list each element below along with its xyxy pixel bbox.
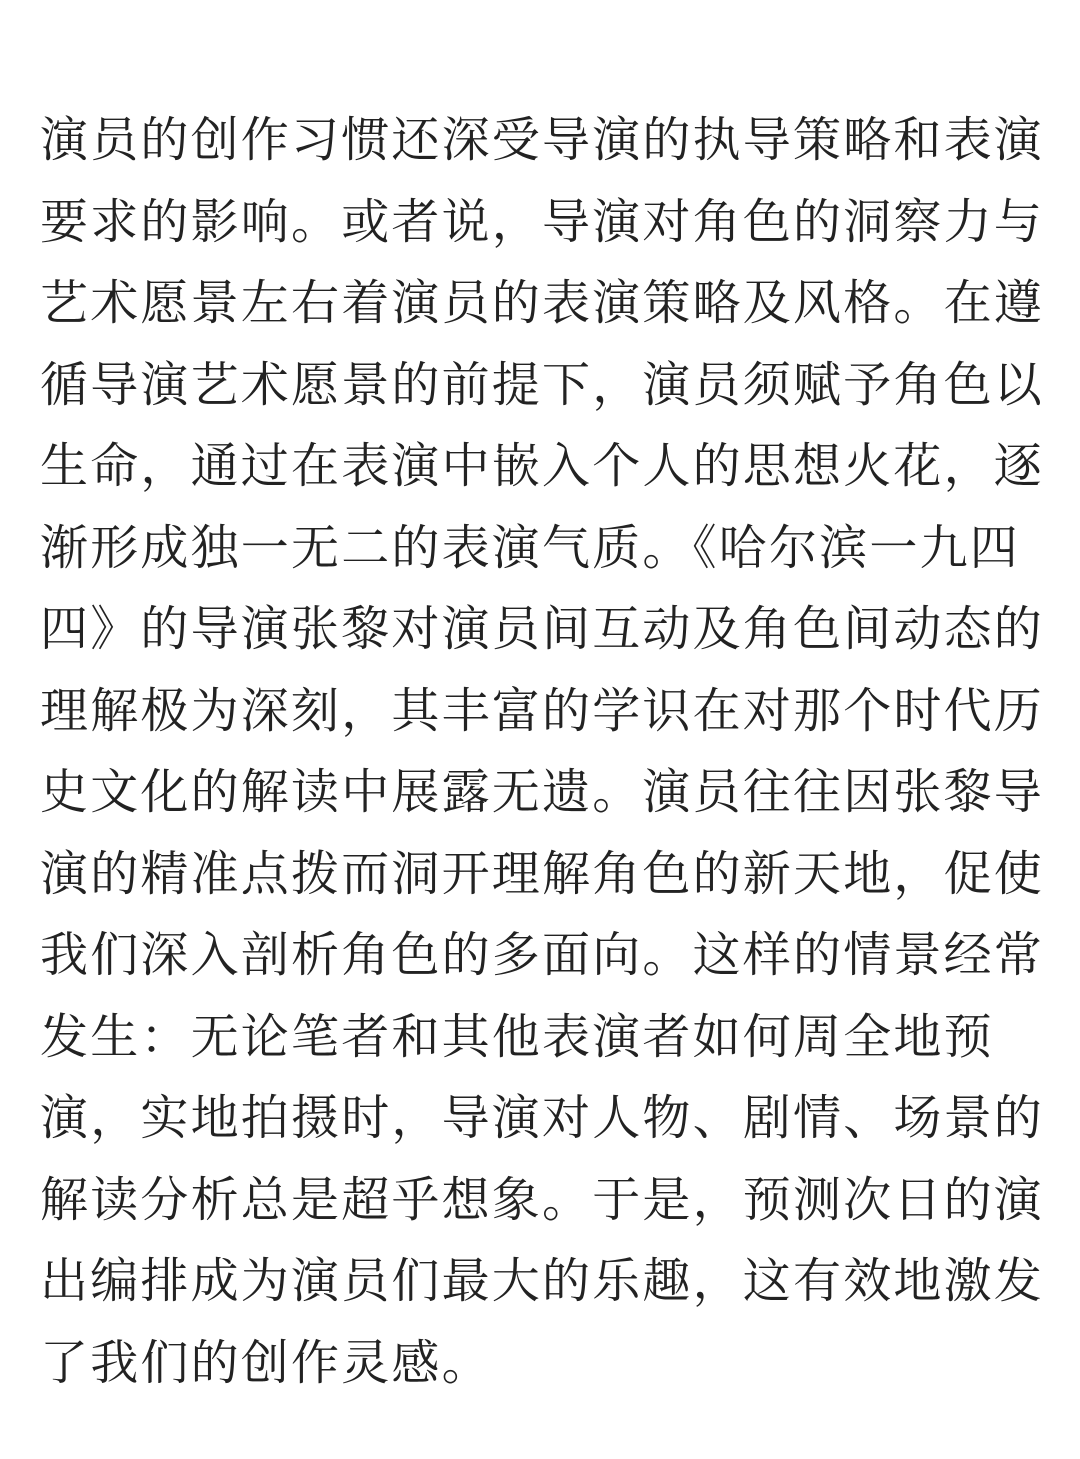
text-line-5: 生命，通过在表演中嵌入个人的思想火花，逐 xyxy=(40,438,1045,494)
text-line-6: 渐形成独一无二的表演气质。《哈尔滨一九四 xyxy=(40,519,1021,576)
text-line-12: 发生：无论笔者和其他表演者如何周全地预 xyxy=(40,1008,994,1065)
text-line-16: 了我们的创作灵感。 xyxy=(40,1334,492,1391)
text-line-3: 艺术愿景左右着演员的表演策略及风格。在遵 xyxy=(40,275,1045,331)
text-line-2: 要求的影响。或者说，导演对角色的洞察力与 xyxy=(40,193,1045,250)
text-line-11: 我们深入剖析角色的多面向。这样的情景经常 xyxy=(40,927,1045,983)
text-line-14: 解读分析总是超乎想象。于是，预测次日的演 xyxy=(40,1171,1045,1228)
text-line-15: 出编排成为演员们最大的乐趣，这有效地激发 xyxy=(40,1253,1045,1309)
text-line-10: 演的精准点拨而洞开理解角色的新天地，促使 xyxy=(40,845,1045,902)
text-line-13: 演，实地拍摄时，导演对人物、剧情、场景的 xyxy=(40,1090,1045,1146)
text-line-4: 循导演艺术愿景的前提下，演员须赋予角色以 xyxy=(40,356,1045,413)
article-body xyxy=(40,100,1050,1404)
text-line-1: 演员的创作习惯还深受导演的执导策略和表演 xyxy=(40,112,1045,168)
text-line-9: 史文化的解读中展露无遗。演员往往因张黎导 xyxy=(40,764,1045,820)
text-line-8: 理解极为深刻，其丰富的学识在对那个时代历 xyxy=(40,682,1045,739)
text-line-7: 四》的导演张黎对演员间互动及角色间动态的 xyxy=(40,601,1045,657)
